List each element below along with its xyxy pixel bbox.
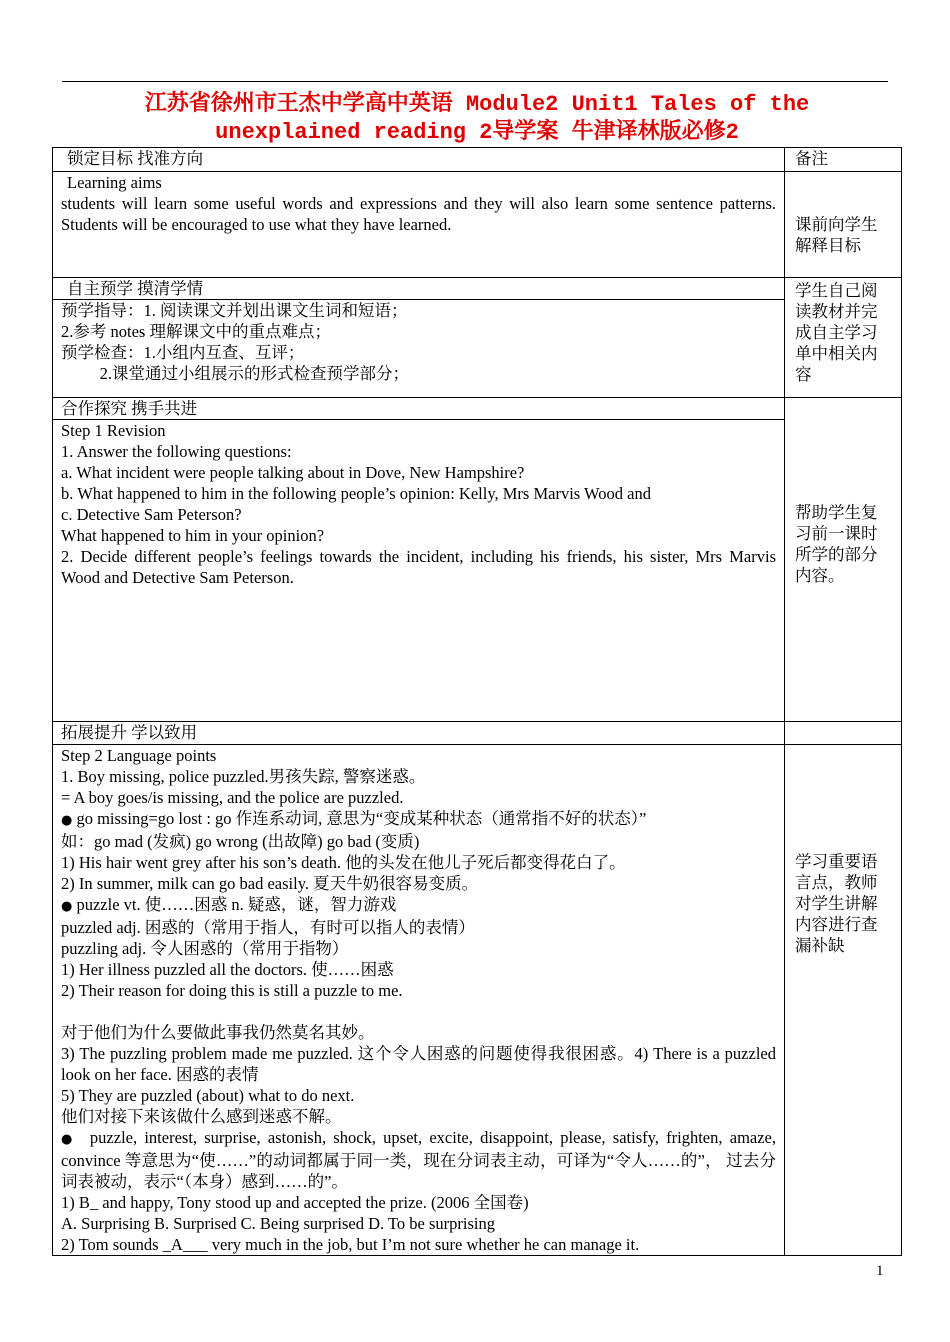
- revision-line: c. Detective Sam Peterson?: [61, 505, 242, 524]
- revision-line: b. What happened to him in the following people’s opinion: Kelly, Mrs Marvis Wood and: [61, 484, 651, 503]
- language-line: Step 2 Language points: [61, 746, 217, 765]
- cooperate-head-row: [53, 398, 902, 420]
- header-row: [53, 148, 902, 172]
- language-text: puzzle vt. 使……困惑 n. 疑惑，谜，智力游戏: [76, 895, 397, 914]
- language-line: 他们对接下来该做什么感到迷惑不解。: [61, 1107, 342, 1126]
- exercise-line: 2) Tom sounds _A___ very much in the job, but I’m not sure whether he can manage it.: [61, 1235, 640, 1254]
- blank-line: [61, 1001, 776, 1022]
- language-line: 对于他们为什么要做此事我仍然莫名其妙。: [61, 1023, 375, 1042]
- language-line: puzzling adj. 令人困惑的（常用于指物）: [61, 939, 349, 958]
- aims-cell: [53, 172, 785, 278]
- revision-line: Step 1 Revision: [61, 421, 166, 440]
- title-line-1: 江苏省徐州市王杰中学高中英语 Module2 Unit1 Tales of the: [144, 92, 810, 117]
- preview-line: 2.参考 notes 理解课文中的重点难点；: [61, 322, 331, 341]
- exercise-line: 1) B_ and happy, Tony stood up and accepted the prize. (2006 全国卷): [61, 1193, 529, 1212]
- bullet-icon: ●: [61, 899, 73, 914]
- bullet-icon: ●: [61, 813, 73, 828]
- language-line: [61, 808, 776, 831]
- document-title: [52, 91, 902, 147]
- language-line: 1) His hair went grey after his son’s death. 他的头发在他儿子死后都变得花白了。: [61, 853, 626, 872]
- revision-line: a. What incident were people talking about in Dove, New Hampshire?: [61, 463, 525, 482]
- extend-heading: 拓展提升 学以致用: [53, 722, 785, 745]
- header-left: 锁定目标 找准方向: [53, 148, 785, 172]
- language-text: go missing=go lost : go 作连系动词, 意思为“变成某种状态（通常指不好的状态）”: [76, 809, 647, 828]
- preview-line: 预学指导：1. 阅读课文并划出课文生词和短语；: [61, 301, 408, 320]
- extend-note: 学习重要语言点，教师对学生讲解内容进行查漏补缺: [785, 745, 902, 1256]
- language-text: puzzle, interest, surprise, astonish, shock, upset, excite, disappoint, please, satisfy, frighten, amaze, convince 等意思为“使……”的动词都属于同一类，现在分词表主动，可译为“令人……的”， 过去分词表被动，表示“（本身）感到……的”。: [61, 1128, 776, 1191]
- language-line: 1) Her illness puzzled all the doctors. 使……困惑: [61, 960, 394, 979]
- aims-heading: Learning aims: [67, 173, 162, 192]
- revision-line: What happened to him in your opinion?: [61, 526, 325, 545]
- top-rule: [62, 81, 888, 82]
- aims-note: 课前向学生解释目标: [785, 172, 902, 278]
- title-line-2: unexplained reading 2导学案 牛津译林版必修2: [215, 120, 739, 145]
- cooperate-heading: 合作探究 携手共进: [53, 398, 785, 420]
- aims-text: students will learn some useful words and expressions and they will also learn some sentence patterns. Students will be encouraged to use what they have learned.: [61, 194, 776, 234]
- preview-cell: [53, 300, 785, 398]
- preview-head-row: [53, 278, 902, 300]
- revision-line: 1. Answer the following questions:: [61, 442, 292, 461]
- revision-item-2: 2. Decide different people’s feelings towards the incident, including his friends, his sister, Mrs Marvis Wood and Detective Sam Peterson.: [61, 547, 776, 587]
- extend-cell: [53, 745, 785, 1256]
- language-line: [61, 894, 776, 917]
- extend-head-row: [53, 722, 902, 745]
- language-line: puzzled adj. 困惑的（常用于指人，有时可以指人的表情）: [61, 918, 475, 937]
- language-line: = A boy goes/is missing, and the police are puzzled.: [61, 788, 404, 807]
- preview-note: 学生自己阅读教材并完成自主学习单中相关内容: [785, 278, 902, 398]
- lesson-table: [52, 147, 902, 1256]
- language-line: 1. Boy missing, police puzzled.男孩失踪, 警察迷惑。: [61, 767, 426, 786]
- page-number: 1: [876, 1263, 884, 1279]
- extend-head-note: [785, 722, 902, 745]
- language-line: 2) In summer, milk can go bad easily. 夏天牛奶很容易变质。: [61, 874, 479, 893]
- bullet-icon: ●: [61, 1132, 76, 1147]
- exercise-options: A. Surprising B. Surprised C. Being surprised D. To be surprising: [61, 1214, 495, 1233]
- language-line: 5) They are puzzled (about) what to do next.: [61, 1086, 355, 1105]
- preview-line: 预学检查：1.小组内互查、互评；: [61, 343, 305, 362]
- language-paragraph: 3) The puzzling problem made me puzzled. 这个令人困惑的问题使得我很困惑。4) There is a puzzled look on her face. 困惑的表情: [61, 1044, 776, 1084]
- extend-row: [53, 745, 902, 1256]
- language-paragraph: [61, 1127, 776, 1192]
- language-line: 如：go mad (发疯) go wrong (出故障) go bad (变质): [61, 832, 420, 851]
- cooperate-cell: [53, 420, 785, 722]
- header-right: 备注: [785, 148, 902, 172]
- preview-heading: 自主预学 摸清学情: [53, 278, 785, 300]
- cooperate-row: [53, 420, 902, 722]
- language-line: 2) Their reason for doing this is still a puzzle to me.: [61, 981, 403, 1000]
- aims-row: [53, 172, 902, 278]
- cooperate-note: 帮助学生复习前一课时所学的部分内容。: [785, 398, 902, 722]
- preview-row: [53, 300, 902, 398]
- preview-line: 2.课堂通过小组展示的形式检查预学部分；: [79, 364, 409, 383]
